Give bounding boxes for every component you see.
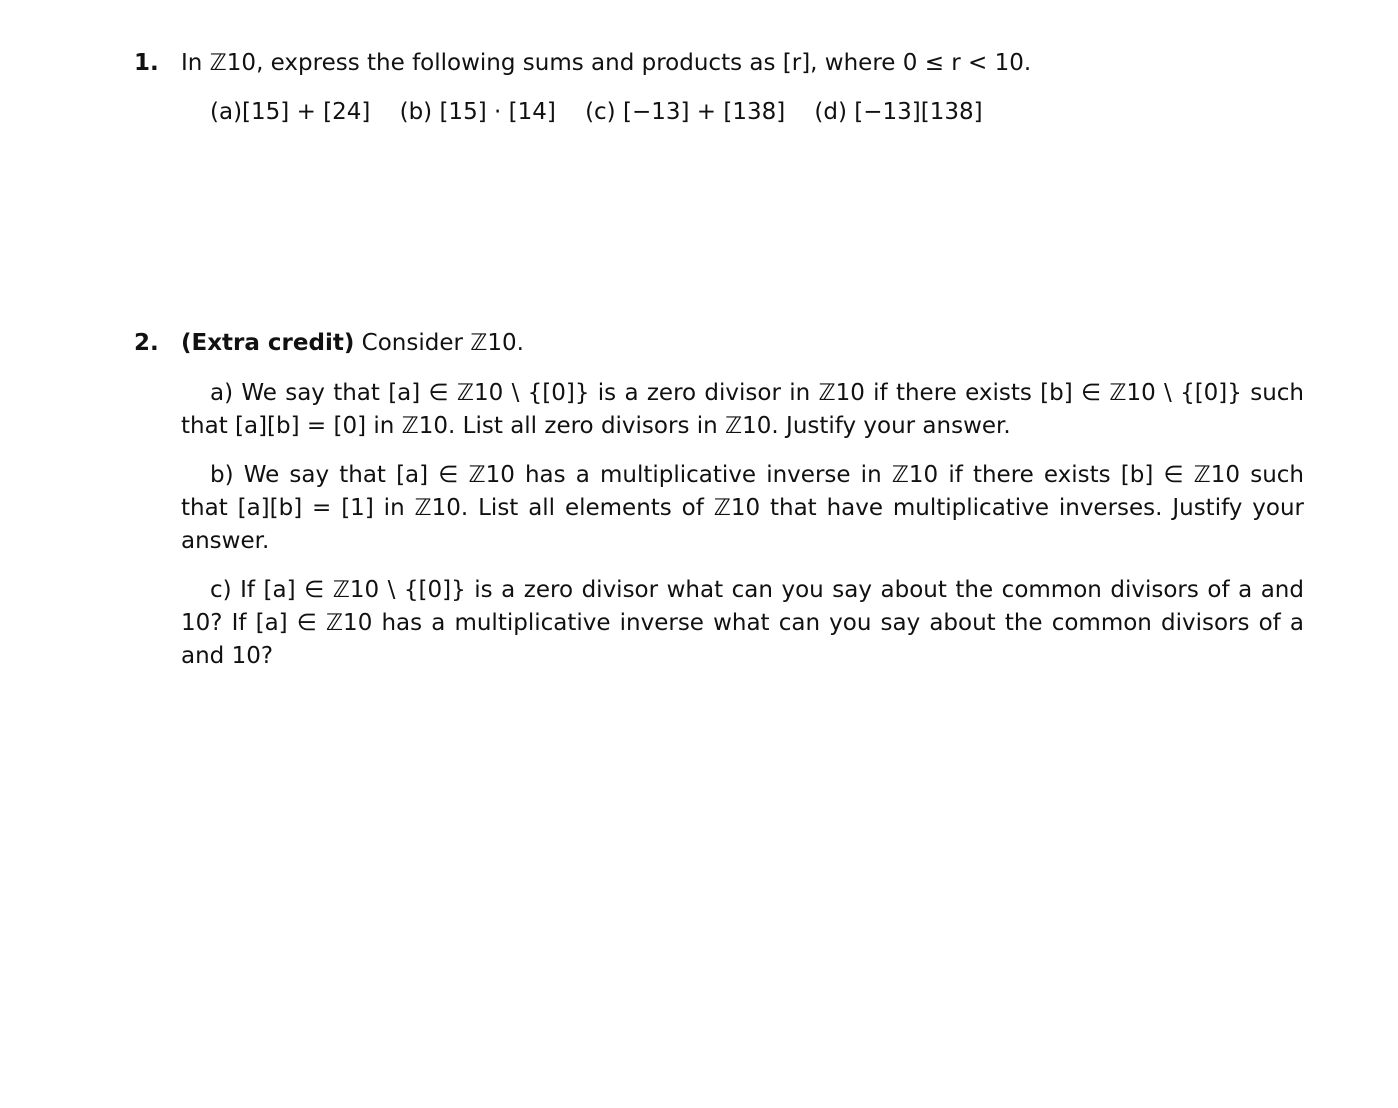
part-c: [181, 574, 1304, 673]
part-b: [181, 459, 1304, 558]
part-a-text: a) We say that [a] ∈ ℤ10 \ {[0]} is a zero divisor in ℤ10 if there exists [b] ∈ ℤ10 \ {[0]} such that [a][b] = [0] in ℤ10. List all zero divisors in ℤ10. Justify your answer.: [181, 380, 1304, 439]
extra-credit-label: (Extra credit): [181, 330, 355, 356]
problem-1: [134, 47, 1304, 129]
problem-parts: (a)[15] + [24] (b) [15] · [14] (c) [−13] + [138] (d) [−13][138]: [210, 99, 983, 125]
part-a: [181, 377, 1304, 443]
part-c-text: c) If [a] ∈ ℤ10 \ {[0]} is a zero divisor what can you say about the common divisors of a and 10? If [a] ∈ ℤ10 has a multiplicative inverse what can you say about the common divisors of a and 10?: [181, 577, 1304, 669]
problem-statement: Consider ℤ10.: [361, 330, 524, 356]
problem-number: 1.: [134, 50, 159, 76]
problem-number: 2.: [134, 330, 159, 356]
part-b-text: b) We say that [a] ∈ ℤ10 has a multiplicative inverse in ℤ10 if there exists [b] ∈ ℤ10 such that [a][b] = [1] in ℤ10. List all elements of ℤ10 that have multiplicative inverses. Justify your answer.: [181, 462, 1304, 554]
problem-heading: [181, 327, 1304, 360]
problem-2: [134, 327, 1304, 673]
problem-statement: In ℤ10, express the following sums and products as [r], where 0 ≤ r < 10.: [181, 50, 1032, 76]
